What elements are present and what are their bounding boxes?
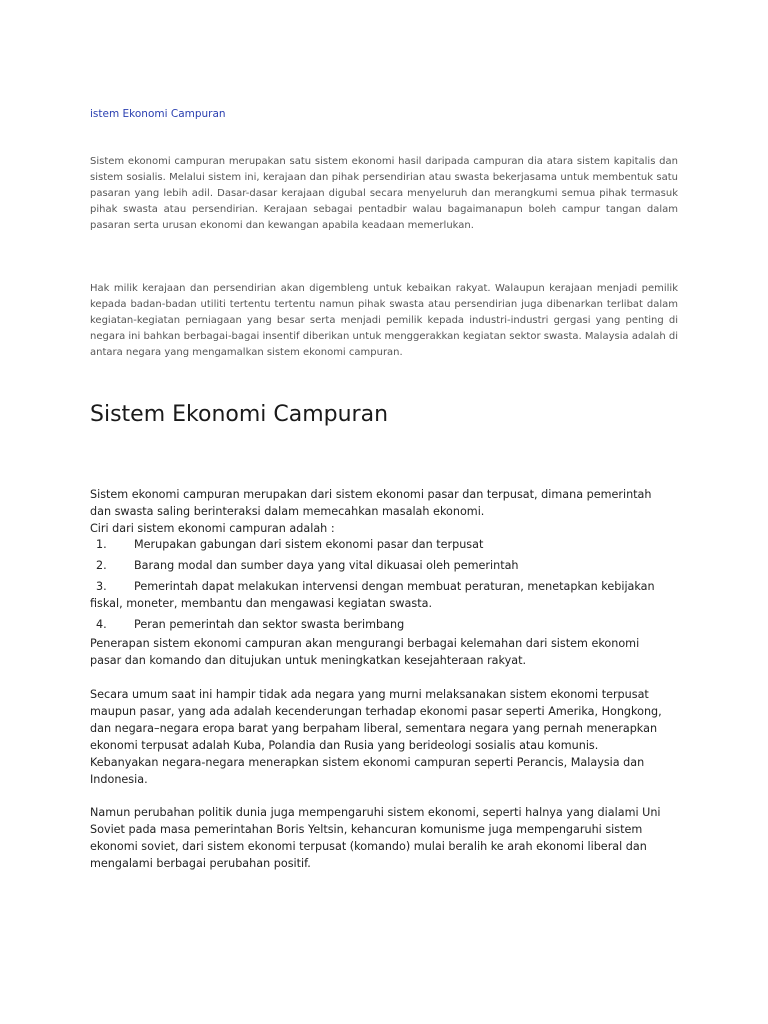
- list-item: [90, 616, 690, 633]
- general-paragraph: [90, 686, 690, 788]
- section-heading: Sistem Ekonomi Campuran: [90, 402, 389, 427]
- paragraph-line: maupun pasar, yang ada adalah kecenderungan terhadap ekonomi pasar seperti Amerika, Hongkong,: [90, 705, 662, 718]
- list-text: Pemerintah dapat melakukan intervensi dengan membuat peraturan, menetapkan kebijakan: [134, 580, 655, 593]
- paragraph-line: pasar dan komando dan ditujukan untuk meningkatkan kesejahteraan rakyat.: [90, 654, 527, 667]
- paragraph-line: Indonesia.: [90, 773, 148, 786]
- paragraph-line: Namun perubahan politik dunia juga mempengaruhi sistem ekonomi, seperti halnya yang dialami Uni: [90, 806, 661, 819]
- application-paragraph: [90, 635, 690, 669]
- paragraph-line: Secara umum saat ini hampir tidak ada negara yang murni melaksanakan sistem ekonomi terpusat: [90, 688, 649, 701]
- paragraph-line: Kebanyakan negara-negara menerapkan sistem ekonomi campuran seperti Perancis, Malaysia dan: [90, 756, 645, 769]
- paragraph-line: dan negara–negara eropa barat yang berpaham liberal, sementara negara yang pernah menerapkan: [90, 722, 658, 735]
- list-text: Barang modal dan sumber daya yang vital dikuasai oleh pemerintah: [134, 559, 519, 572]
- list-item: [90, 578, 690, 612]
- list-text: Merupakan gabungan dari sistem ekonomi pasar dan terpusat: [134, 538, 484, 551]
- list-number: 3.: [96, 580, 107, 593]
- intro-paragraph-2: Hak milik kerajaan dan persendirian akan digembleng untuk kebaikan rakyat. Walaupun kerajaan menjadi pemilik kepada badan-badan utiliti tertentu tertentu namun pihak swasta atau persendirian juga dibenarkan terlibat dalam kegiatan-kegiatan perniagaan yang besar serta menjadi pemilik kepada industri-industri gergasi yang penting di negara ini bahkan berbagai-bagai insentif diberikan untuk menggerakkan kegiatan sektor swasta. Malaysia adalah di antara negara yang mengamalkan sistem ekonomi campuran.: [90, 283, 678, 358]
- paragraph-line: mengalami berbagai perubahan positif.: [90, 857, 311, 870]
- paragraph-line: Penerapan sistem ekonomi campuran akan mengurangi berbagai kelemahan dari sistem ekonomi: [90, 637, 640, 650]
- intro-paragraph-1: Sistem ekonomi campuran merupakan satu sistem ekonomi hasil daripada campuran dia atara sistem kapitalis dan sistem sosialis. Melalui sistem ini, kerajaan dan pihak persendirian atau swasta bekerjasama untuk membentuk satu pasaran yang lebih adil. Dasar-dasar kerajaan digubal secara menyeluruh dan merangkumi semua pihak termasuk pihak swasta atau persendirian. Kerajaan sebagai pentadbir walau bagaimanapun boleh campur tangan dalam pasaran serta urusan ekonomi dan kewangan apabila keadaan memerlukan.: [90, 156, 678, 231]
- definition-paragraph: [90, 486, 690, 537]
- paragraph-line: Soviet pada masa pemerintahan Boris Yeltsin, kehancuran komunisme juga mempengaruhi sistem: [90, 823, 643, 836]
- list-number: 4.: [96, 618, 107, 631]
- characteristics-list: [90, 536, 690, 637]
- characteristics-intro: Ciri dari sistem ekonomi campuran adalah :: [90, 522, 335, 535]
- list-item: [90, 557, 690, 574]
- definition-line: Sistem ekonomi campuran merupakan dari sistem ekonomi pasar dan terpusat, dimana pemerintah: [90, 488, 652, 501]
- paragraph-line: ekonomi soviet, dari sistem ekonomi terpusat (komando) mulai beralih ke arah ekonomi liberal dan: [90, 840, 647, 853]
- definition-line: dan swasta saling berinteraksi dalam memecahkan masalah ekonomi.: [90, 505, 485, 518]
- list-number: 1.: [96, 538, 107, 551]
- paragraph-line: ekonomi terpusat adalah Kuba, Polandia dan Rusia yang berideologi sosialis atau komunis.: [90, 739, 599, 752]
- list-number: 2.: [96, 559, 107, 572]
- list-item: [90, 536, 690, 553]
- list-text-continued: fiskal, moneter, membantu dan mengawasi kegiatan swasta.: [90, 597, 432, 610]
- title-link[interactable]: istem Ekonomi Campuran: [90, 108, 226, 120]
- politics-paragraph: [90, 804, 690, 872]
- list-text: Peran pemerintah dan sektor swasta berimbang: [134, 618, 405, 631]
